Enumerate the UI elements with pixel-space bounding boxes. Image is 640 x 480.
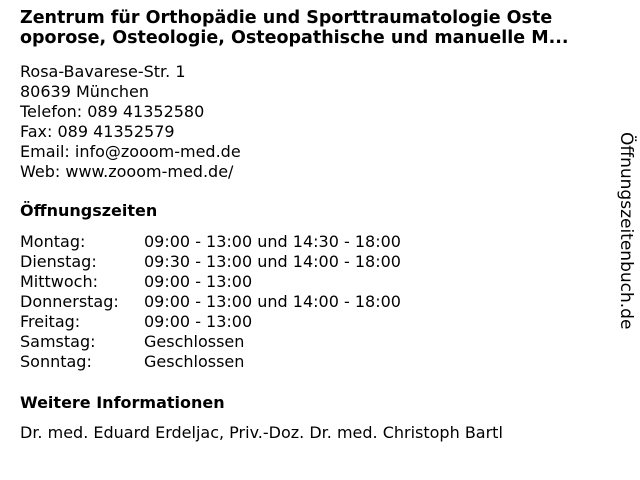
practice-card (20, 8, 620, 443)
hours-day: Samstag: (20, 332, 96, 351)
hours-day: Montag: (20, 232, 86, 251)
hours-row-monday (20, 232, 620, 252)
fax: Fax: 089 41352579 (20, 122, 175, 141)
info-text: Dr. med. Eduard Erdeljac, Priv.-Doz. Dr. med. Christoph Bartl (20, 423, 503, 442)
hours-time: 09:00 - 13:00 (144, 312, 253, 331)
hours-row-thursday (20, 292, 620, 312)
info-heading: Weitere Informationen (20, 393, 225, 412)
hours-time: 09:00 - 13:00 (144, 272, 253, 291)
phone[interactable]: Telefon: 089 41352580 (20, 102, 205, 121)
hours-time: 09:00 - 13:00 und 14:00 - 18:00 (144, 292, 401, 311)
practice-title-line-2: oporose, Osteologie, Osteopathische und manuelle M... (20, 28, 569, 48)
hours-day: Mittwoch: (20, 272, 98, 291)
hours-time: Geschlossen (144, 332, 245, 351)
hours-heading: Öffnungszeiten (20, 201, 158, 220)
practice-title-line-1: Zentrum für Orthopädie und Sporttraumatologie Oste (20, 8, 553, 28)
hours-row-saturday (20, 332, 620, 352)
web[interactable]: Web: www.zooom-med.de/ (20, 162, 234, 181)
hours-day: Freitag: (20, 312, 81, 331)
hours-day: Sonntag: (20, 352, 92, 371)
brand-watermark: Öffnungszeitenbuch.de (616, 132, 636, 330)
hours-table (20, 232, 620, 372)
hours-time: Geschlossen (144, 352, 245, 371)
practice-title (20, 8, 640, 48)
hours-time: 09:00 - 13:00 und 14:30 - 18:00 (144, 232, 401, 251)
hours-row-wednesday (20, 272, 620, 292)
hours-row-tuesday (20, 252, 620, 272)
city: 80639 München (20, 82, 149, 101)
hours-day: Donnerstag: (20, 292, 119, 311)
hours-row-sunday (20, 352, 620, 372)
hours-row-friday (20, 312, 620, 332)
hours-day: Dienstag: (20, 252, 97, 271)
hours-time: 09:30 - 13:00 und 14:00 - 18:00 (144, 252, 401, 271)
address-block (20, 62, 620, 182)
street: Rosa-Bavarese-Str. 1 (20, 62, 186, 81)
email[interactable]: Email: info@zooom-med.de (20, 142, 241, 161)
